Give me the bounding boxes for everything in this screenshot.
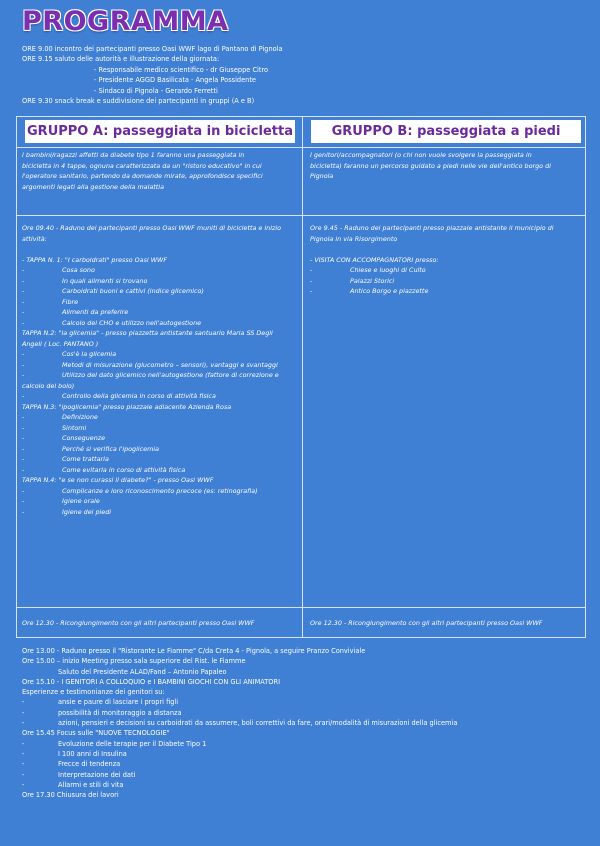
- intro-line: ORE 9.30 snack break e suddivisione dei partecipanti in gruppi (A e B): [22, 96, 255, 105]
- start-line: Pignola in via Risorgimento: [310, 234, 398, 243]
- groups-table: [16, 116, 586, 638]
- schedule-line: Saluto del Presidente ALAD/Fand – Antonio Papaleo: [58, 667, 227, 676]
- group-a-program: Ore 09.40 - Raduno dei partecipanti presso Oasi WWF muniti di bicicletta e inizio attività: - TAPPA N. 1: "I carboidrati" presso Oasi WWF - Cosa sono - In quali alimenti si trovano - Carboidrati buoni e cattivi (indice glicemico) - Fibre - Alimenti da preferire - Calcolo dei CHO e utilizzo nell'autogestione TAPPA N.2: "la glicemia" - presso piazzetta antistante santuario Maria SS Degli Angeli ( Loc. PANTANO ) - Cos'è la glicemia - Metodi di misurazione (glucometro – sensori), vantaggi e svantaggi - Utilizzo del dato glicemico nell'autogestione (fattore di correzione e calcolo del bolo) - Controllo della glicemia in corso di attività fisica TAPPA N.3: "ipoglicemia" presso piazzale adiacente Azienda Rosa - Definizione - Sintomi - Conseguenze - Perché si verifica l'ipoglicemia - Come trattarla - Come evitarla in corso di attività fisica TAPPA N.4: "e se non curassi il diabete?" - presso Oasi WWF - Complicanze e loro riconoscimento precoce (es: retinografia) - Igiene orale - Igiene dei piedi: [22, 224, 282, 516]
- row-divider: [17, 215, 585, 216]
- tech-item: Interpretazione dei dati: [58, 770, 136, 779]
- visit-item: Antico Borgo e piazzette: [350, 287, 429, 295]
- stage-heading: TAPPA N.3: "ipoglicemia" presso piazzale adiacente Azienda Rosa: [22, 402, 232, 411]
- start-line: Ore 9.45 - Raduno dei partecipanti presso piazzale antistante il municipio di: [310, 224, 554, 232]
- group-a-description: [22, 150, 298, 192]
- intro-line: ORE 9.00 incontro dei partecipanti presso Oasi WWF lago di Pantano di Pignola: [22, 45, 283, 53]
- group-a-end: [22, 618, 298, 629]
- group-b-title: GRUPPO B: passeggiata a piedi: [311, 120, 581, 143]
- schedule-line: Ore 17.30 Chiusura dei lavori: [22, 791, 119, 800]
- tech-item: I 100 anni di Insulina: [58, 749, 127, 758]
- authority-item: - Responsabile medico scientifico - dr Giuseppe Citro: [94, 65, 269, 74]
- start-line: attività:: [22, 234, 47, 243]
- desc-line: argomenti legati alla gestione della malattia: [22, 182, 164, 191]
- stage-item: Igiene dei piedi: [62, 507, 112, 516]
- stage-item: Alimenti da preferire: [62, 308, 129, 316]
- stage-item: Cosa sono: [62, 266, 95, 274]
- stage-item: Fibre: [62, 297, 79, 306]
- desc-line: bicicletta in 4 tappe, ognuna caratterizzata da un "ristoro educativo" in cui: [22, 161, 262, 170]
- row-divider: [17, 147, 585, 148]
- tech-item: Frecce di tendenza: [58, 760, 121, 769]
- stage-item: Definizione: [62, 413, 98, 421]
- intro-schedule: [22, 44, 582, 106]
- row-divider: [17, 607, 585, 608]
- stage-item-wrap: calcolo del bolo): [22, 381, 75, 390]
- visit-item: Palazzi Storici: [350, 276, 395, 285]
- schedule-line: Ore 13.00 - Raduno presso il "Ristorante Le Fiamme" C/da Creta 4 - Pignola, a seguire Pranzo Conviviale: [22, 647, 366, 655]
- stage-item: Controllo della glicemia in corso di attività fisica: [62, 392, 216, 400]
- schedule-line: Esperienze e testimonianze dei genitori su:: [22, 688, 165, 697]
- start-line: Ore 09.40 - Raduno dei partecipanti presso Oasi WWF muniti di bicicletta e inizio: [22, 224, 282, 232]
- stage-item: Sintomi: [62, 423, 87, 432]
- stage-item: Cos'è la glicemia: [62, 350, 117, 358]
- visit-item: Chiese e luoghi di Culto: [350, 266, 426, 274]
- stage-item: Utilizzo del dato glicemico nell'autogestione (fattore di correzione e: [62, 371, 279, 379]
- topic-item: possibilità di monitoraggio a distanza: [58, 708, 182, 717]
- group-b-end: [310, 618, 580, 629]
- stage-item: Conseguenze: [62, 434, 106, 442]
- desc-line: l'operatore sanitario, partendo da domande mirate, approfondisce specifici: [22, 172, 263, 180]
- desc-line: I genitori/accompagnatori (o chi non vuole svolgere la passeggiata in: [310, 151, 532, 159]
- topic-item: azioni, pensieri e decisioni su carboidrati da assumere, boli correttivi da fare, orari/modalità di misurazioni della glicemia: [58, 719, 458, 728]
- stage-item: Carboidrati buoni e cattivi (indice glicemico): [62, 287, 204, 295]
- tech-item: Allarmi e stili di vita: [58, 780, 124, 789]
- desc-line: Pignola: [310, 172, 334, 180]
- group-a-title: GRUPPO A: passeggiata in bicicletta: [25, 120, 295, 143]
- desc-line: bicicletta) faranno un percorso guidato a piedi nelle vie dell'antico borgo di: [310, 161, 551, 170]
- schedule-line: Ore 15.10 - I GENITORI A COLLOQUIO e I BAMBINI GIOCHI CON GLI ANIMATORI: [22, 677, 281, 686]
- stage-item: Calcolo dei CHO e utilizzo nell'autogestione: [62, 318, 202, 327]
- authority-item: - Presidente AGGD Basilicata - Angela Possidente: [94, 76, 256, 85]
- authority-item: - Sindaco di Pignola - Gerardo Ferretti: [94, 86, 218, 95]
- stage-heading: Angeli ( Loc. PANTANO ): [22, 339, 99, 348]
- stage-item: In quali alimenti si trovano: [62, 276, 148, 285]
- stage-item: Come evitarla in corso di attività fisica: [62, 465, 186, 474]
- stage-heading: TAPPA N.4: "e se non curassi il diabete?" - presso Oasi WWF: [22, 476, 214, 484]
- column-divider: [302, 117, 303, 637]
- end-line: Ore 12.30 - Ricongiungimento con gli altri partecipanti presso Oasi WWF: [310, 619, 543, 627]
- stage-item: Perché si verifica l'ipoglicemia: [62, 444, 160, 453]
- stage-item: Complicanze e loro riconoscimento precoce (es: retinografia): [62, 486, 258, 495]
- end-line: Ore 12.30 - Ricongiungimento con gli altri partecipanti presso Oasi WWF: [22, 619, 255, 627]
- visit-heading: - VISITA CON ACCOMPAGNATORI presso:: [310, 255, 439, 264]
- schedule-line: Ore 15.45 Focus sulle "NUOVE TECNOLOGIE": [22, 729, 170, 738]
- schedule-line: Ore 15.00 – inizio Meeting presso sala superiore del Rist. le Fiamme: [22, 657, 246, 666]
- group-b-description: [310, 150, 580, 182]
- stage-heading: TAPPA N.2: "la glicemia" - presso piazzetta antistante santuario Maria SS Degli: [22, 329, 273, 337]
- stage-heading: - TAPPA N. 1: "I carboidrati" presso Oasi WWF: [22, 255, 168, 264]
- desc-line: I bambini/ragazzi affetti da diabete tipo 1 faranno una passeggiata in: [22, 151, 245, 159]
- group-b-program: Ore 9.45 - Raduno dei partecipanti presso piazzale antistante il municipio di Pignola in via Risorgimento - VISITA CON ACCOMPAGNATORI presso: - Chiese e luoghi di Culto - Palazzi Storici - Antico Borgo e piazzette: [310, 224, 554, 295]
- stage-item: Come trattarla: [62, 455, 109, 463]
- intro-line: ORE 9.15 saluto delle autorità e illustrazione della giornata:: [22, 55, 220, 64]
- stage-item: Igiene orale: [62, 497, 100, 505]
- page-title: PROGRAMMA: [22, 6, 229, 37]
- topic-item: ansie e paure di lasciare i propri figli: [58, 698, 179, 707]
- tech-item: Evoluzione delle terapie per il Diabete Tipo 1: [58, 739, 207, 748]
- stage-item: Metodi di misurazione (glucometro – sensori), vantaggi e svantaggi: [62, 360, 278, 369]
- afternoon-schedule: Ore 13.00 - Raduno presso il "Ristorante Le Fiamme" C/da Creta 4 - Pignola, a seguire Pranzo Conviviale Ore 15.00 – inizio Meeting presso sala superiore del Rist. le Fiamme Saluto del Presidente ALAD/Fand – Antonio Papaleo Ore 15.10 - I GENITORI A COLLOQUIO e I BAMBINI GIOCHI CON GLI ANIMATORI Esperienze e testimonianze dei genitori su: - ansie e paure di lasciare i propri figli - possibilità di monitoraggio a distanza - azioni, pensieri e decisioni su carboidrati da assumere, boli correttivi da fare, orari/modalità di misurazioni della glicemia Ore 15.45 Focus sulle "NUOVE TECNOLOGIE" - Evoluzione delle terapie per il Diabete Tipo 1 - I 100 anni di Insulina - Frecce di tendenza - Interpretazione dei dati - Allarmi e stili di vita Ore 17.30 Chiusura dei lavori: [22, 647, 458, 800]
